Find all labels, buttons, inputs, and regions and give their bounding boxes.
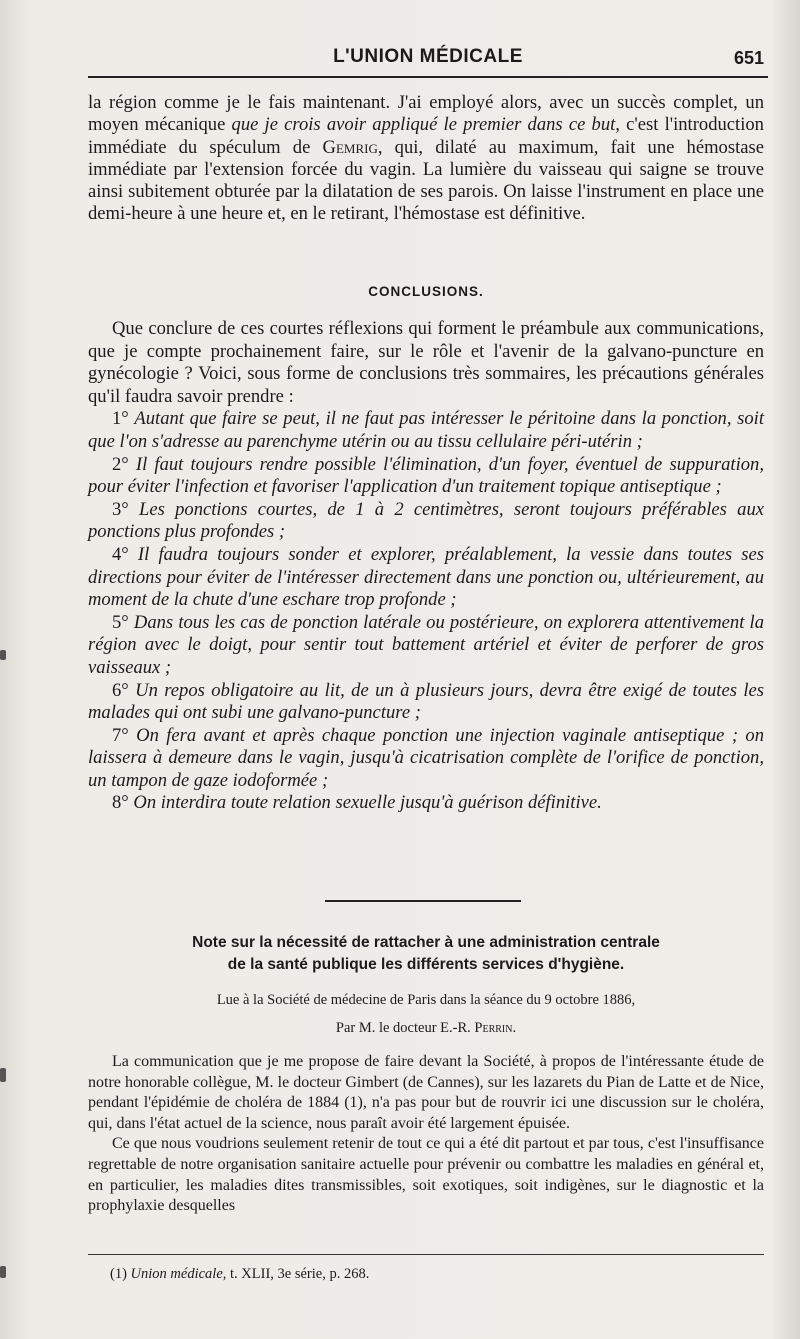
conclusion-item <box>88 725 764 793</box>
page-edge-mark <box>0 1266 6 1278</box>
note-title <box>88 932 764 976</box>
item-text: Il faut toujours rendre possible l'élimination, d'un foyer, éventuel de suppuration, pour éviter l'infection et favoriser l'application d'un traitement topique antiseptique ; <box>88 453 764 498</box>
author-suffix: . <box>512 1020 517 1036</box>
intro-paragraph <box>88 92 764 226</box>
item-number: 1° <box>112 408 129 430</box>
conclusions-body <box>88 318 764 815</box>
conclusions-lead: Que conclure de ces courtes réflexions qui forment le préambule aux communications, que je compte prochainement faire, sur le rôle et l'avenir de la galvano-puncture en gynécologie ? Voici, sous forme de conclusions très sommaires, les précautions générales qu'il faudra savoir prendre : <box>88 318 764 407</box>
note-title-line: Note sur la nécessité de rattacher à une administration centrale <box>192 934 660 951</box>
page-header <box>88 44 768 80</box>
item-number: 6° <box>112 679 129 701</box>
page-number: 651 <box>733 48 764 68</box>
note-paragraph: Ce que nous voudrions seulement retenir de tout ce qui a été dit partout et par tous, c'est l'insuffisance regrettable de notre organisation sanitaire actuelle pour prévenir ou combattre les maladies en général et, en particulier, les maladies dites transmissibles, soit exotiques, soit indigènes, sur le diagnostic et la prophylaxie desquelles <box>88 1135 764 1215</box>
header-rule <box>88 76 768 78</box>
item-number: 3° <box>112 498 129 520</box>
conclusions-heading: CONCLUSIONS. <box>368 284 484 299</box>
note-paragraph: La communication que je me propose de faire devant la Société, à propos de l'intéressante étude de notre honorable collègue, M. le docteur Gimbert (de Cannes), sur les lazarets du Pian de Latte et de Nice, pendant l'épidémie de choléra de 1884 (1), n'a pas pour but de rouvrir ici une discussion sur le choléra, qui, dans l'état actuel de la science, nous paraît avoir été largement épuisée. <box>88 1053 764 1132</box>
note-body <box>88 1052 764 1217</box>
intro-text: La lumière du vaisseau qui saigne se trouve ainsi subitement obturée par la dilatation de ses parois. On laisse l'instrument en place une demi-heure à une heure et, en le retirant, l'hémostase est définitive. <box>88 158 764 225</box>
item-text: Un repos obligatoire au lit, de un à plusieurs jours, devra être exigé de toutes les malades qui ont subi une galvano-puncture ; <box>88 679 764 724</box>
note-subtitle: Lue à la Société de médecine de Paris dans la séance du 9 octobre 1886, <box>216 992 636 1008</box>
conclusion-item <box>88 680 764 725</box>
page-edge-mark <box>0 650 6 660</box>
section-divider <box>325 900 521 902</box>
item-text: Il faudra toujours sonder et explorer, préalablement, la vessie dans toutes ses directions pour éviter de l'intéresser directement dans une ponction ou, ultérieurement, au moment de la chute d'une eschare trop profonde ; <box>88 543 764 611</box>
intro-text: c'est l'introduction immédiate du spéculum de <box>88 114 764 158</box>
item-text: Autant que faire se peut, il ne faut pas intéresser le péritoine dans la ponction, soit que l'on s'adresse au parenchyme utérin ou au tissu cellulaire péri-utérin ; <box>88 408 764 452</box>
note-author <box>88 1020 764 1037</box>
item-number: 5° <box>112 611 129 633</box>
conclusion-item <box>88 408 764 453</box>
author-prefix: Par M. le docteur E.-R. <box>335 1020 475 1036</box>
conclusion-item <box>88 499 764 544</box>
footnote-marker: (1) <box>110 1266 131 1282</box>
footnote-rule <box>88 1254 764 1255</box>
author-name-gemrig: Gemrig <box>322 136 378 158</box>
item-text: Les ponctions courtes, de 1 à 2 centimètres, seront toujours préférables aux ponctions plus profondes ; <box>88 498 764 543</box>
footnote-rest: , t. XLII, 3e série, p. 268. <box>222 1266 370 1282</box>
footnote <box>110 1266 760 1283</box>
item-number: 2° <box>112 453 129 475</box>
conclusion-item <box>88 612 764 680</box>
conclusion-item <box>88 544 764 612</box>
page-edge-mark <box>0 1068 6 1082</box>
author-name: Perrin <box>474 1020 513 1036</box>
item-number: 8° <box>112 792 129 814</box>
intro-text: la région comme je le fais maintenant. J'ai employé alors, avec un succès <box>88 92 666 113</box>
item-number: 7° <box>112 724 129 746</box>
footnote-source: Union médicale <box>130 1266 223 1282</box>
conclusion-item <box>88 792 764 815</box>
item-text: On fera avant et après chaque ponction une injection vaginale antiseptique ; on laissera à demeure dans le vagin, jusqu'à cicatrisation complète de l'orifice de ponction, un tampon de gaze iodoformée ; <box>88 724 764 791</box>
item-text: Dans tous les cas de ponction latérale ou postérieure, on explorera attentivement la région avec le doigt, pour sentir tout battement artériel et éviter de perforer de gros vaisseaux ; <box>88 611 765 678</box>
intro-emphasis: que je crois avoir appliqué le premier dans ce but, <box>231 114 620 136</box>
item-number: 4° <box>112 543 129 565</box>
running-title: L'UNION MÉDICALE <box>333 46 523 67</box>
intro-text: complet, un moyen mécanique <box>88 92 764 136</box>
conclusion-item <box>88 454 764 499</box>
note-title-line: de la santé publique les différents services d'hygiène. <box>227 956 625 973</box>
intro-text: , qui, dilaté au maximum, fait une hémostase immédiate par l'extension forcée du vagin. <box>88 136 764 180</box>
item-text: On interdira toute relation sexuelle jusqu'à guérison définitive. <box>133 792 602 814</box>
